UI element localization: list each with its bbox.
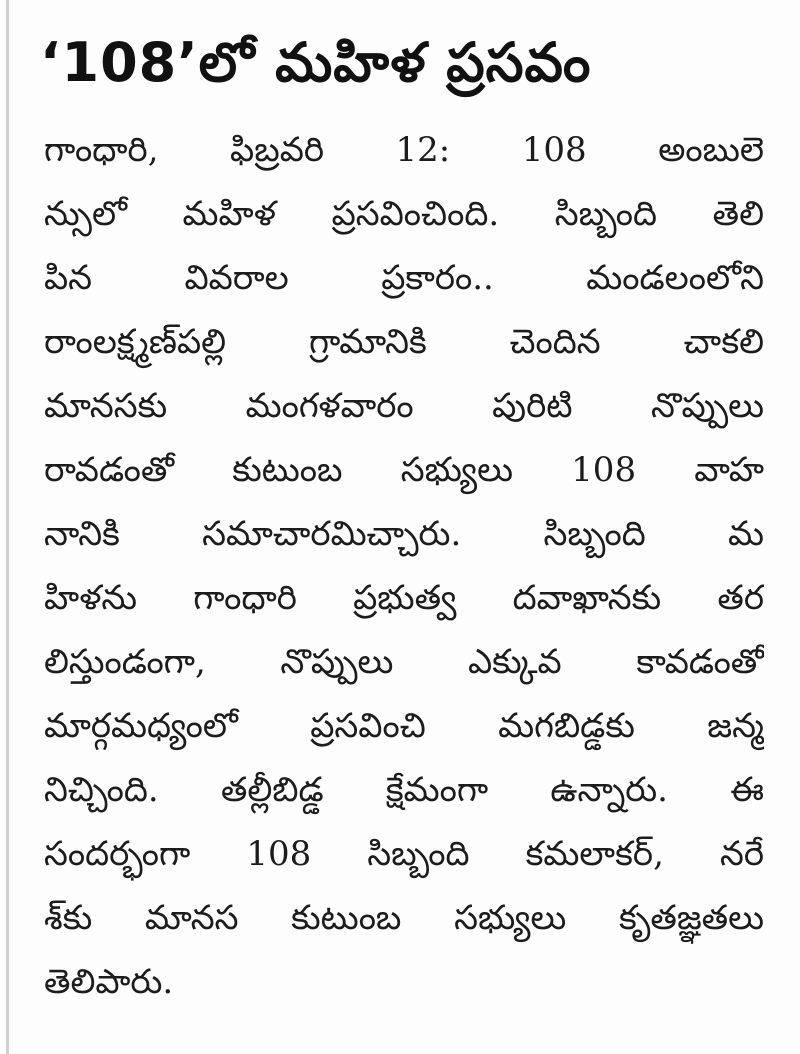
article-line: సందర్భంగా 108 సిబ్బంది కమలాకర్, నరే — [44, 834, 764, 874]
article-line: పిన వివరాల ప్రకారం.. మండలంలోని — [44, 258, 764, 298]
article-body — [44, 118, 764, 1014]
article-line: శ్‌కు మానస కుటుంబ సభ్యులు కృతజ్ఞతలు — [44, 898, 764, 938]
article-line: హిళను గాంధారి ప్రభుత్వ దవాఖానకు తర — [44, 578, 764, 618]
article-line: తెలిపారు. — [44, 962, 174, 1002]
headline: ‘108’లో మహిళ ప్రసవం — [40, 31, 592, 94]
article-line: గాంధారి, ఫిబ్రవరి 12: 108 అంబులె — [44, 130, 764, 170]
column-rule — [6, 0, 9, 1054]
article-line: రావడంతో కుటుంబ సభ్యులు 108 వాహ — [44, 450, 764, 490]
article-line: నానికి సమాచారమిచ్చారు. సిబ్బంది మ — [44, 514, 764, 554]
article-line: న్సులో మహిళ ప్రసవించింది. సిబ్బంది తెలి — [44, 194, 764, 234]
article-line: రాంలక్ష్మణ్‌పల్లి గ్రామానికి చెందిన చాకలి — [44, 322, 764, 362]
article-line: మానసకు మంగళవారం పురిటి నొప్పులు — [44, 386, 764, 426]
article-line: లిస్తుండంగా, నొప్పులు ఎక్కువ కావడంతో — [44, 642, 764, 682]
article-line: మార్గమధ్యంలో ప్రసవించి మగబిడ్డకు జన్మ — [44, 706, 764, 746]
article-line: నిచ్చింది. తల్లీబిడ్డ క్షేమంగా ఉన్నారు. ఈ — [44, 770, 764, 810]
